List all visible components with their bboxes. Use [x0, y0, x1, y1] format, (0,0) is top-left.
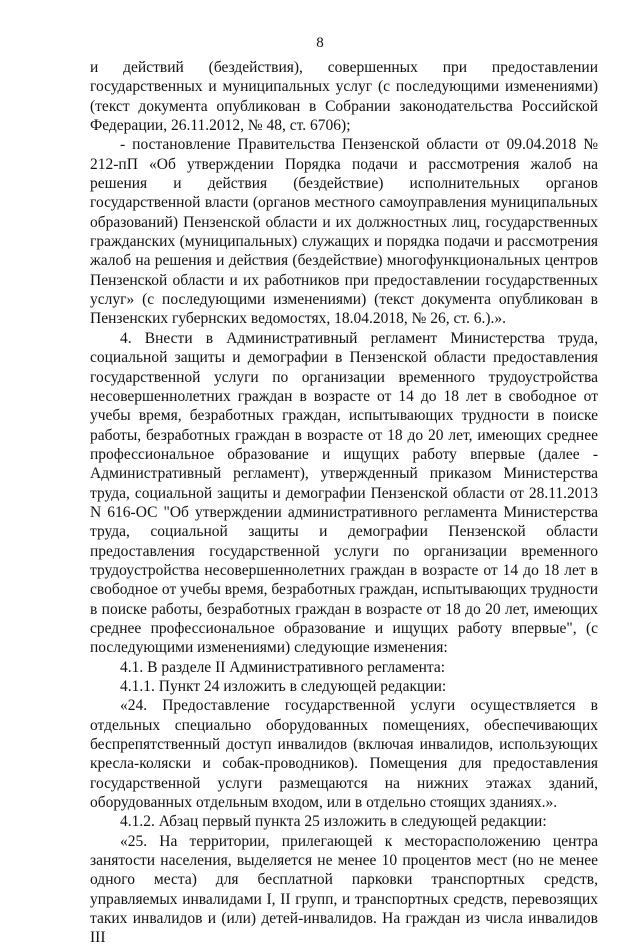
paragraph-item-4-1: 4.1. В разделе II Административного регламента:	[120, 658, 446, 676]
paragraph-item-4-1-1: 4.1.1. Пункт 24 изложить в следующей редакции:	[120, 678, 447, 695]
document-body	[90, 58, 598, 948]
paragraph-clause-24: «24. Предоставление государственной услуги осуществляется в отдельных специально оборудованных помещениях, обеспечивающих беспрепятственный доступ инвалидов (включая инвалидов, использующих кресла-коляски и собак-проводников). Помещения для предоставления государственной услуги размещаются на нижних этажах зданий, оборудованных отдельным входом, или в отдельно стоящих зданиях.».	[90, 697, 598, 812]
paragraph-item-4-1-2: 4.1.2. Абзац первый пункта 25 изложить в следующей редакции:	[120, 813, 547, 831]
paragraph-clause-25: «25. На территории, прилегающей к месторасположению центра занятости населения, выделяется не менее 10 процентов мест (но не менее одного места) для бесплатной парковки транспортных средств, управляемых инвалидами I, II групп, и транспортных средств, перевозящих таких инвалидов и (или) детей-инвалидов. На граждан из числа инвалидов III	[90, 832, 598, 947]
paragraph-item-4: 4. Внести в Административный регламент Министерства труда, социальной защиты и демографии в Пензенской области предоставления государственной услуги по организации временного трудоустройства несовершеннолетних граждан в возрасте от 14 до 18 лет в свободное от учебы время, безработных граждан, испытывающих трудности в поиске работы, безработных граждан в возрасте от 18 до 20 лет, имеющих среднее профессиональное образование и ищущих работу впервые (далее - Административный регламент), утвержденный приказом Министерства труда, социальной защиты и демографии Пензенской области от 28.11.2013 N 616-ОС "Об утверждении административного регламента Министерства труда, социальной защиты и демографии Пензенской области предоставления государственной услуги по организации временного трудоустройства несовершеннолетних граждан в возрасте от 14 до 18 лет в свободное от учебы время, безработных граждан, испытывающих трудности в поиске работы, безработных граждан в возрасте от 18 до 20 лет, имеющих среднее профессиональное образование и ищущих работу впервые", (с последующими изменениями) следующие изменения:	[90, 329, 598, 657]
paragraph-continuation: и действий (бездействия), совершенных при предоставлении государственных и муниципальных услуг (с последующими изменениями) (текст документа опубликован в Собрании законодательства Российской Федерации, 26.11.2012, № 48, ст. 6706);	[90, 59, 598, 135]
paragraph-resolution-list-item: - постановление Правительства Пензенской области от 09.04.2018 № 212-пП «Об утверждении Порядка подачи и рассмотрения жалоб на решения и действия (бездействие) исполнительных органов государственной власти (органов местного самоуправления муниципальных образований) Пензенской области и их должностных лиц, государственных гражданских (муниципальных) служащих и порядка подачи и рассмотрения жалоб на решения и действия (бездействие) многофункциональных центров Пензенской области и их работников при предоставлении государственных услуг» (с последующими изменениями) (текст документа опубликован в Пензенских губернских ведомостях, 18.04.2018, № 26, ст. 6.).».	[90, 136, 598, 328]
page-number: 8	[316, 35, 324, 51]
